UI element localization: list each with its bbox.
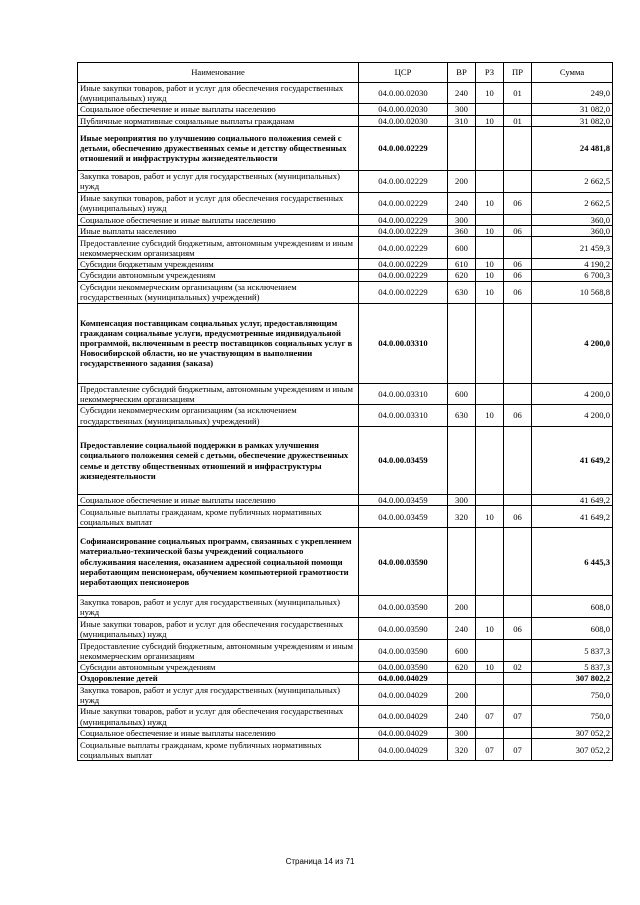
cell-pr: 06 bbox=[504, 270, 532, 281]
cell-vr: 360 bbox=[448, 226, 476, 237]
cell-name: Иные закупки товаров, работ и услуг для обеспечения государственных (муниципальных) нужд bbox=[78, 192, 359, 214]
cell-vr bbox=[448, 303, 476, 383]
cell-vr bbox=[448, 673, 476, 684]
table-row bbox=[78, 618, 613, 640]
cell-pr: 02 bbox=[504, 662, 532, 673]
cell-sum: 31 082,0 bbox=[532, 104, 613, 115]
cell-name: Субсидии автономным учреждениям bbox=[78, 662, 359, 673]
cell-code: 04.0.00.04029 bbox=[359, 673, 448, 684]
cell-pr: 06 bbox=[504, 618, 532, 640]
cell-name: Предоставление субсидий бюджетным, автономным учреждениям и иным некоммерческим организациям bbox=[78, 640, 359, 662]
cell-code: 04.0.00.03310 bbox=[359, 383, 448, 404]
cell-vr: 300 bbox=[448, 104, 476, 115]
cell-vr: 320 bbox=[448, 506, 476, 528]
cell-rz bbox=[476, 170, 504, 192]
cell-pr bbox=[504, 383, 532, 404]
cell-rz bbox=[476, 237, 504, 259]
table-row bbox=[78, 237, 613, 259]
cell-name: Иные закупки товаров, работ и услуг для обеспечения государственных (муниципальных) нужд bbox=[78, 706, 359, 728]
cell-sum: 750,0 bbox=[532, 706, 613, 728]
header-name: Наименование bbox=[78, 63, 359, 83]
cell-rz: 10 bbox=[476, 270, 504, 281]
cell-code: 04.0.00.02030 bbox=[359, 83, 448, 104]
cell-pr: 01 bbox=[504, 83, 532, 104]
table-row bbox=[78, 662, 613, 673]
cell-rz bbox=[476, 303, 504, 383]
budget-table bbox=[77, 62, 613, 761]
cell-sum: 6 700,3 bbox=[532, 270, 613, 281]
header-code: ЦСР bbox=[359, 63, 448, 83]
cell-pr: 06 bbox=[504, 192, 532, 214]
table-row bbox=[78, 259, 613, 270]
cell-name: Закупка товаров, работ и услуг для государственных (муниципальных) нужд bbox=[78, 596, 359, 618]
cell-rz bbox=[476, 673, 504, 684]
cell-rz bbox=[476, 528, 504, 596]
cell-vr: 600 bbox=[448, 237, 476, 259]
header-pr: ПР bbox=[504, 63, 532, 83]
cell-code: 04.0.00.04029 bbox=[359, 728, 448, 739]
cell-code: 04.0.00.02229 bbox=[359, 214, 448, 225]
cell-name: Иные закупки товаров, работ и услуг для обеспечения государственных (муниципальных) нужд bbox=[78, 83, 359, 104]
cell-pr bbox=[504, 673, 532, 684]
cell-sum: 10 568,8 bbox=[532, 281, 613, 303]
cell-pr bbox=[504, 684, 532, 705]
table-row bbox=[78, 427, 613, 495]
cell-pr: 06 bbox=[504, 259, 532, 270]
cell-vr: 310 bbox=[448, 115, 476, 126]
cell-code: 04.0.00.03590 bbox=[359, 596, 448, 618]
cell-vr: 300 bbox=[448, 214, 476, 225]
page-footer: Страница 14 из 71 bbox=[285, 857, 355, 866]
cell-pr: 06 bbox=[504, 226, 532, 237]
cell-pr bbox=[504, 237, 532, 259]
cell-vr: 630 bbox=[448, 281, 476, 303]
cell-sum: 750,0 bbox=[532, 684, 613, 705]
cell-code: 04.0.00.02229 bbox=[359, 270, 448, 281]
cell-vr: 600 bbox=[448, 640, 476, 662]
cell-name: Предоставление социальной поддержки в рамках улучшения социального положения семей с детьми, обеспечение дружественных семье и детству общественных отношений и инфраструктуры жизнедеятельности bbox=[78, 427, 359, 495]
cell-code: 04.0.00.03459 bbox=[359, 495, 448, 506]
cell-name: Иные закупки товаров, работ и услуг для обеспечения государственных (муниципальных) нужд bbox=[78, 618, 359, 640]
table-row bbox=[78, 684, 613, 705]
table-row bbox=[78, 739, 613, 761]
cell-sum: 31 082,0 bbox=[532, 115, 613, 126]
cell-code: 04.0.00.02229 bbox=[359, 237, 448, 259]
table-row bbox=[78, 214, 613, 225]
cell-code: 04.0.00.03590 bbox=[359, 618, 448, 640]
cell-name: Компенсация поставщикам социальных услуг, предоставляющим гражданам социальные услуги, предусмотренные индивидуальной программой, включенным в реестр поставщиков социальных услуг в Новосибирской области, но не участвующим в выполнении государственного задания (заказа) bbox=[78, 303, 359, 383]
cell-vr: 240 bbox=[448, 706, 476, 728]
cell-rz: 07 bbox=[476, 706, 504, 728]
cell-rz bbox=[476, 596, 504, 618]
cell-code: 04.0.00.03459 bbox=[359, 427, 448, 495]
cell-rz bbox=[476, 427, 504, 495]
cell-pr bbox=[504, 170, 532, 192]
cell-code: 04.0.00.02229 bbox=[359, 259, 448, 270]
cell-name: Оздоровление детей bbox=[78, 673, 359, 684]
cell-name: Субсидии некоммерческим организациям (за исключением государственных (муниципальных) учреждений) bbox=[78, 405, 359, 427]
cell-name: Предоставление субсидий бюджетным, автономным учреждениям и иным некоммерческим организациям bbox=[78, 383, 359, 404]
cell-code: 04.0.00.02030 bbox=[359, 115, 448, 126]
table-row bbox=[78, 673, 613, 684]
cell-name: Социальное обеспечение и иные выплаты населению bbox=[78, 104, 359, 115]
cell-name: Социальное обеспечение и иные выплаты населению bbox=[78, 214, 359, 225]
cell-vr: 200 bbox=[448, 170, 476, 192]
cell-pr bbox=[504, 528, 532, 596]
cell-sum: 41 649,2 bbox=[532, 427, 613, 495]
table-row bbox=[78, 405, 613, 427]
cell-vr: 240 bbox=[448, 192, 476, 214]
cell-pr: 06 bbox=[504, 281, 532, 303]
cell-rz bbox=[476, 728, 504, 739]
cell-code: 04.0.00.03590 bbox=[359, 528, 448, 596]
cell-pr bbox=[504, 640, 532, 662]
cell-rz bbox=[476, 383, 504, 404]
cell-name: Социальные выплаты гражданам, кроме публичных нормативных социальных выплат bbox=[78, 506, 359, 528]
cell-sum: 249,0 bbox=[532, 83, 613, 104]
table-row bbox=[78, 506, 613, 528]
cell-code: 04.0.00.03590 bbox=[359, 640, 448, 662]
table-row bbox=[78, 706, 613, 728]
cell-name: Публичные нормативные социальные выплаты гражданам bbox=[78, 115, 359, 126]
cell-vr bbox=[448, 126, 476, 170]
cell-vr: 200 bbox=[448, 684, 476, 705]
table-row bbox=[78, 115, 613, 126]
cell-rz: 10 bbox=[476, 192, 504, 214]
cell-sum: 4 200,0 bbox=[532, 303, 613, 383]
cell-pr: 06 bbox=[504, 405, 532, 427]
cell-rz: 10 bbox=[476, 83, 504, 104]
cell-vr bbox=[448, 528, 476, 596]
cell-pr bbox=[504, 495, 532, 506]
cell-sum: 4 200,0 bbox=[532, 383, 613, 404]
cell-pr bbox=[504, 214, 532, 225]
cell-rz: 10 bbox=[476, 226, 504, 237]
cell-code: 04.0.00.02229 bbox=[359, 281, 448, 303]
cell-vr: 610 bbox=[448, 259, 476, 270]
table-row bbox=[78, 192, 613, 214]
table-row bbox=[78, 170, 613, 192]
cell-sum: 4 200,0 bbox=[532, 405, 613, 427]
cell-sum: 360,0 bbox=[532, 226, 613, 237]
table-row bbox=[78, 728, 613, 739]
table-row bbox=[78, 495, 613, 506]
cell-rz: 10 bbox=[476, 281, 504, 303]
table-header-row bbox=[78, 63, 613, 83]
cell-vr: 620 bbox=[448, 270, 476, 281]
cell-sum: 5 837,3 bbox=[532, 662, 613, 673]
cell-code: 04.0.00.02229 bbox=[359, 126, 448, 170]
cell-pr: 07 bbox=[504, 739, 532, 761]
cell-code: 04.0.00.03310 bbox=[359, 303, 448, 383]
cell-pr bbox=[504, 303, 532, 383]
cell-sum: 307 052,2 bbox=[532, 728, 613, 739]
table-row bbox=[78, 596, 613, 618]
cell-sum: 5 837,3 bbox=[532, 640, 613, 662]
cell-rz: 10 bbox=[476, 506, 504, 528]
cell-rz bbox=[476, 495, 504, 506]
table-row bbox=[78, 126, 613, 170]
cell-vr: 630 bbox=[448, 405, 476, 427]
cell-name: Субсидии бюджетным учреждениям bbox=[78, 259, 359, 270]
cell-sum: 360,0 bbox=[532, 214, 613, 225]
cell-pr bbox=[504, 596, 532, 618]
cell-name: Субсидии автономным учреждениям bbox=[78, 270, 359, 281]
cell-sum: 41 649,2 bbox=[532, 495, 613, 506]
cell-code: 04.0.00.04029 bbox=[359, 739, 448, 761]
cell-sum: 307 052,2 bbox=[532, 739, 613, 761]
cell-rz: 10 bbox=[476, 618, 504, 640]
cell-vr: 320 bbox=[448, 739, 476, 761]
cell-name: Социальные выплаты гражданам, кроме публичных нормативных социальных выплат bbox=[78, 739, 359, 761]
cell-rz: 07 bbox=[476, 739, 504, 761]
cell-vr bbox=[448, 427, 476, 495]
table-row bbox=[78, 281, 613, 303]
cell-sum: 6 445,3 bbox=[532, 528, 613, 596]
cell-vr: 200 bbox=[448, 596, 476, 618]
cell-pr bbox=[504, 427, 532, 495]
cell-rz: 10 bbox=[476, 115, 504, 126]
cell-pr bbox=[504, 126, 532, 170]
cell-code: 04.0.00.02229 bbox=[359, 170, 448, 192]
cell-name: Закупка товаров, работ и услуг для государственных (муниципальных) нужд bbox=[78, 170, 359, 192]
cell-sum: 2 662,5 bbox=[532, 170, 613, 192]
table-row bbox=[78, 104, 613, 115]
cell-vr: 300 bbox=[448, 728, 476, 739]
cell-code: 04.0.00.03459 bbox=[359, 506, 448, 528]
table-row bbox=[78, 640, 613, 662]
table-row bbox=[78, 528, 613, 596]
cell-sum: 21 459,3 bbox=[532, 237, 613, 259]
cell-vr: 600 bbox=[448, 383, 476, 404]
cell-rz bbox=[476, 126, 504, 170]
cell-sum: 4 190,2 bbox=[532, 259, 613, 270]
header-rz: РЗ bbox=[476, 63, 504, 83]
cell-code: 04.0.00.04029 bbox=[359, 684, 448, 705]
cell-code: 04.0.00.02030 bbox=[359, 104, 448, 115]
cell-name: Социальное обеспечение и иные выплаты населению bbox=[78, 728, 359, 739]
cell-rz bbox=[476, 104, 504, 115]
cell-pr: 01 bbox=[504, 115, 532, 126]
table-row bbox=[78, 83, 613, 104]
cell-vr: 620 bbox=[448, 662, 476, 673]
cell-rz bbox=[476, 640, 504, 662]
cell-sum: 24 481,8 bbox=[532, 126, 613, 170]
cell-pr bbox=[504, 728, 532, 739]
cell-name: Иные выплаты населению bbox=[78, 226, 359, 237]
cell-code: 04.0.00.02229 bbox=[359, 226, 448, 237]
cell-vr: 240 bbox=[448, 83, 476, 104]
cell-sum: 2 662,5 bbox=[532, 192, 613, 214]
cell-name: Предоставление субсидий бюджетным, автономным учреждениям и иным некоммерческим организациям bbox=[78, 237, 359, 259]
cell-rz bbox=[476, 684, 504, 705]
table-row bbox=[78, 270, 613, 281]
header-vr: ВР bbox=[448, 63, 476, 83]
table-row bbox=[78, 303, 613, 383]
cell-name: Субсидии некоммерческим организациям (за исключением государственных (муниципальных) учреждений) bbox=[78, 281, 359, 303]
cell-rz: 10 bbox=[476, 405, 504, 427]
cell-pr bbox=[504, 104, 532, 115]
cell-name: Закупка товаров, работ и услуг для государственных (муниципальных) нужд bbox=[78, 684, 359, 705]
cell-vr: 300 bbox=[448, 495, 476, 506]
cell-sum: 608,0 bbox=[532, 596, 613, 618]
table-body bbox=[78, 83, 613, 761]
cell-sum: 608,0 bbox=[532, 618, 613, 640]
cell-sum: 307 802,2 bbox=[532, 673, 613, 684]
table-row bbox=[78, 226, 613, 237]
cell-name: Социальное обеспечение и иные выплаты населению bbox=[78, 495, 359, 506]
cell-pr: 07 bbox=[504, 706, 532, 728]
cell-vr: 240 bbox=[448, 618, 476, 640]
cell-code: 04.0.00.04029 bbox=[359, 706, 448, 728]
table-row bbox=[78, 383, 613, 404]
cell-rz bbox=[476, 214, 504, 225]
cell-code: 04.0.00.03590 bbox=[359, 662, 448, 673]
cell-name: Иные мероприятия по улучшению социального положения семей с детьми, обеспечению дружественных семье и детству общественных отношений и инфраструктуры жизнедеятельности bbox=[78, 126, 359, 170]
header-sum: Сумма bbox=[532, 63, 613, 83]
cell-rz: 10 bbox=[476, 259, 504, 270]
cell-code: 04.0.00.03310 bbox=[359, 405, 448, 427]
cell-code: 04.0.00.02229 bbox=[359, 192, 448, 214]
cell-sum: 41 649,2 bbox=[532, 506, 613, 528]
cell-pr: 06 bbox=[504, 506, 532, 528]
cell-name: Софинансирование социальных программ, связанных с укреплением материально-технической базы учреждений социального обслуживания населения, оказанием адресной социальной помощи неработающим пенсионерам, обучением компьютерной грамотности неработающих пенсионеров bbox=[78, 528, 359, 596]
cell-rz: 10 bbox=[476, 662, 504, 673]
